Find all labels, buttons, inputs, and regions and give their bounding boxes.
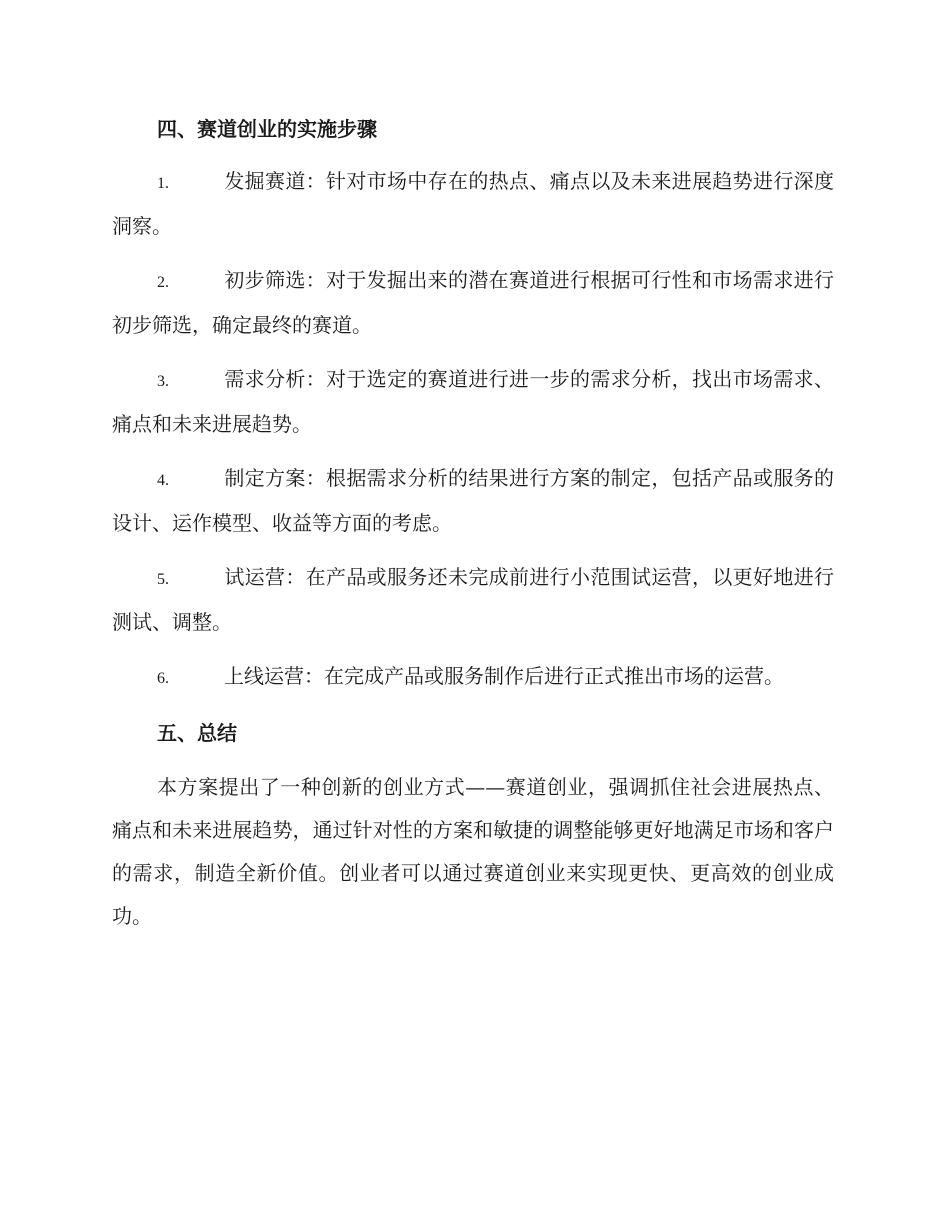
step-text: 试运营：在产品或服务还未完成前进行小范围试运营，以更好地进行测试、调整。 <box>112 565 834 634</box>
step-number: 2. <box>157 274 169 291</box>
step-number: 5. <box>157 571 169 588</box>
step-text: 需求分析：对于选定的赛道进行进一步的需求分析，找出市场需求、痛点和未来进展趋势。 <box>112 367 834 436</box>
step-number: 1. <box>157 175 169 192</box>
step-number: 6. <box>157 670 169 687</box>
step-text: 上线运营：在完成产品或服务制作后进行正式推出市场的运营。 <box>224 664 784 688</box>
step-item <box>112 259 834 347</box>
step-number: 3. <box>157 373 169 390</box>
step-item <box>112 160 834 248</box>
section-heading-summary: 五、总结 <box>157 721 237 745</box>
section-heading-implementation-steps: 四、赛道创业的实施步骤 <box>157 117 377 141</box>
steps-list <box>112 160 834 700</box>
step-item <box>112 358 834 446</box>
step-text: 发掘赛道：针对市场中存在的热点、痛点以及未来进展趋势进行深度洞察。 <box>112 169 834 238</box>
summary-paragraph: 本方案提出了一种创新的创业方式——赛道创业，强调抓住社会进展热点、痛点和未来进展趋势，通过针对性的方案和敏捷的调整能够更好地满足市场和客户的需求，制造全新价值。创业者可以通过赛道创业来实现更快、更高效的创业成功。 <box>112 775 834 928</box>
step-text: 制定方案：根据需求分析的结果进行方案的制定，包括产品或服务的设计、运作模型、收益等方面的考虑。 <box>112 466 834 535</box>
step-item <box>112 655 834 700</box>
step-item <box>112 457 834 545</box>
step-text: 初步筛选：对于发掘出来的潜在赛道进行根据可行性和市场需求进行初步筛选，确定最终的赛道。 <box>112 268 834 337</box>
step-number: 4. <box>157 472 169 489</box>
step-item <box>112 556 834 644</box>
